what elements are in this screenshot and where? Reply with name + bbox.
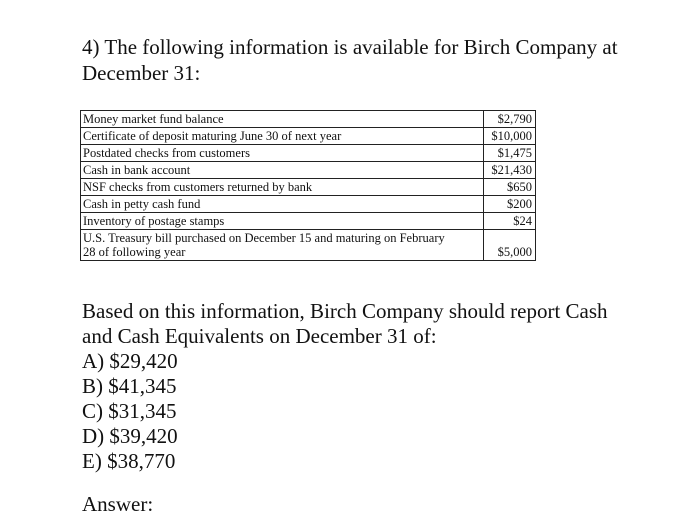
- row-item: Certificate of deposit maturing June 30 of next year: [81, 128, 484, 145]
- row-item: Postdated checks from customers: [81, 145, 484, 162]
- choice-d: D) $39,420: [82, 424, 178, 448]
- question-line-1: 4) The following information is available for Birch Company at: [82, 35, 618, 59]
- row-item: NSF checks from customers returned by bank: [81, 179, 484, 196]
- table-row: [81, 179, 536, 196]
- table-row: [81, 213, 536, 230]
- question-title: [82, 34, 682, 86]
- row-amount: $650: [484, 179, 536, 196]
- answer-label: Answer:: [82, 492, 154, 516]
- row-amount: $1,475: [484, 145, 536, 162]
- row-item: Cash in bank account: [81, 162, 484, 179]
- table-row: [81, 196, 536, 213]
- choice-a: A) $29,420: [82, 349, 178, 373]
- row-item: Inventory of postage stamps: [81, 213, 484, 230]
- row-item: Cash in petty cash fund: [81, 196, 484, 213]
- question-prompt: [82, 299, 682, 474]
- row-amount: $200: [484, 196, 536, 213]
- table-row: [81, 230, 536, 261]
- row-item-line-1: U.S. Treasury bill purchased on December 15 and maturing on February: [83, 231, 445, 245]
- table-row: [81, 128, 536, 145]
- row-amount: $21,430: [484, 162, 536, 179]
- choice-c: C) $31,345: [82, 399, 177, 423]
- row-amount: $5,000: [484, 230, 536, 261]
- row-amount: $2,790: [484, 111, 536, 128]
- choice-e: E) $38,770: [82, 449, 176, 473]
- table-row: [81, 145, 536, 162]
- choice-b: B) $41,345: [82, 374, 177, 398]
- row-amount: $10,000: [484, 128, 536, 145]
- row-item-line-2: 28 of following year: [83, 245, 186, 259]
- question-line-2: December 31:: [82, 61, 201, 85]
- table-row: [81, 111, 536, 128]
- prompt-line-2: and Cash Equivalents on December 31 of:: [82, 324, 437, 348]
- row-item: Money market fund balance: [81, 111, 484, 128]
- table-row: [81, 162, 536, 179]
- row-item: [81, 230, 484, 261]
- account-balances-table: [80, 110, 536, 261]
- prompt-line-1: Based on this information, Birch Company should report Cash: [82, 299, 608, 323]
- row-amount: $24: [484, 213, 536, 230]
